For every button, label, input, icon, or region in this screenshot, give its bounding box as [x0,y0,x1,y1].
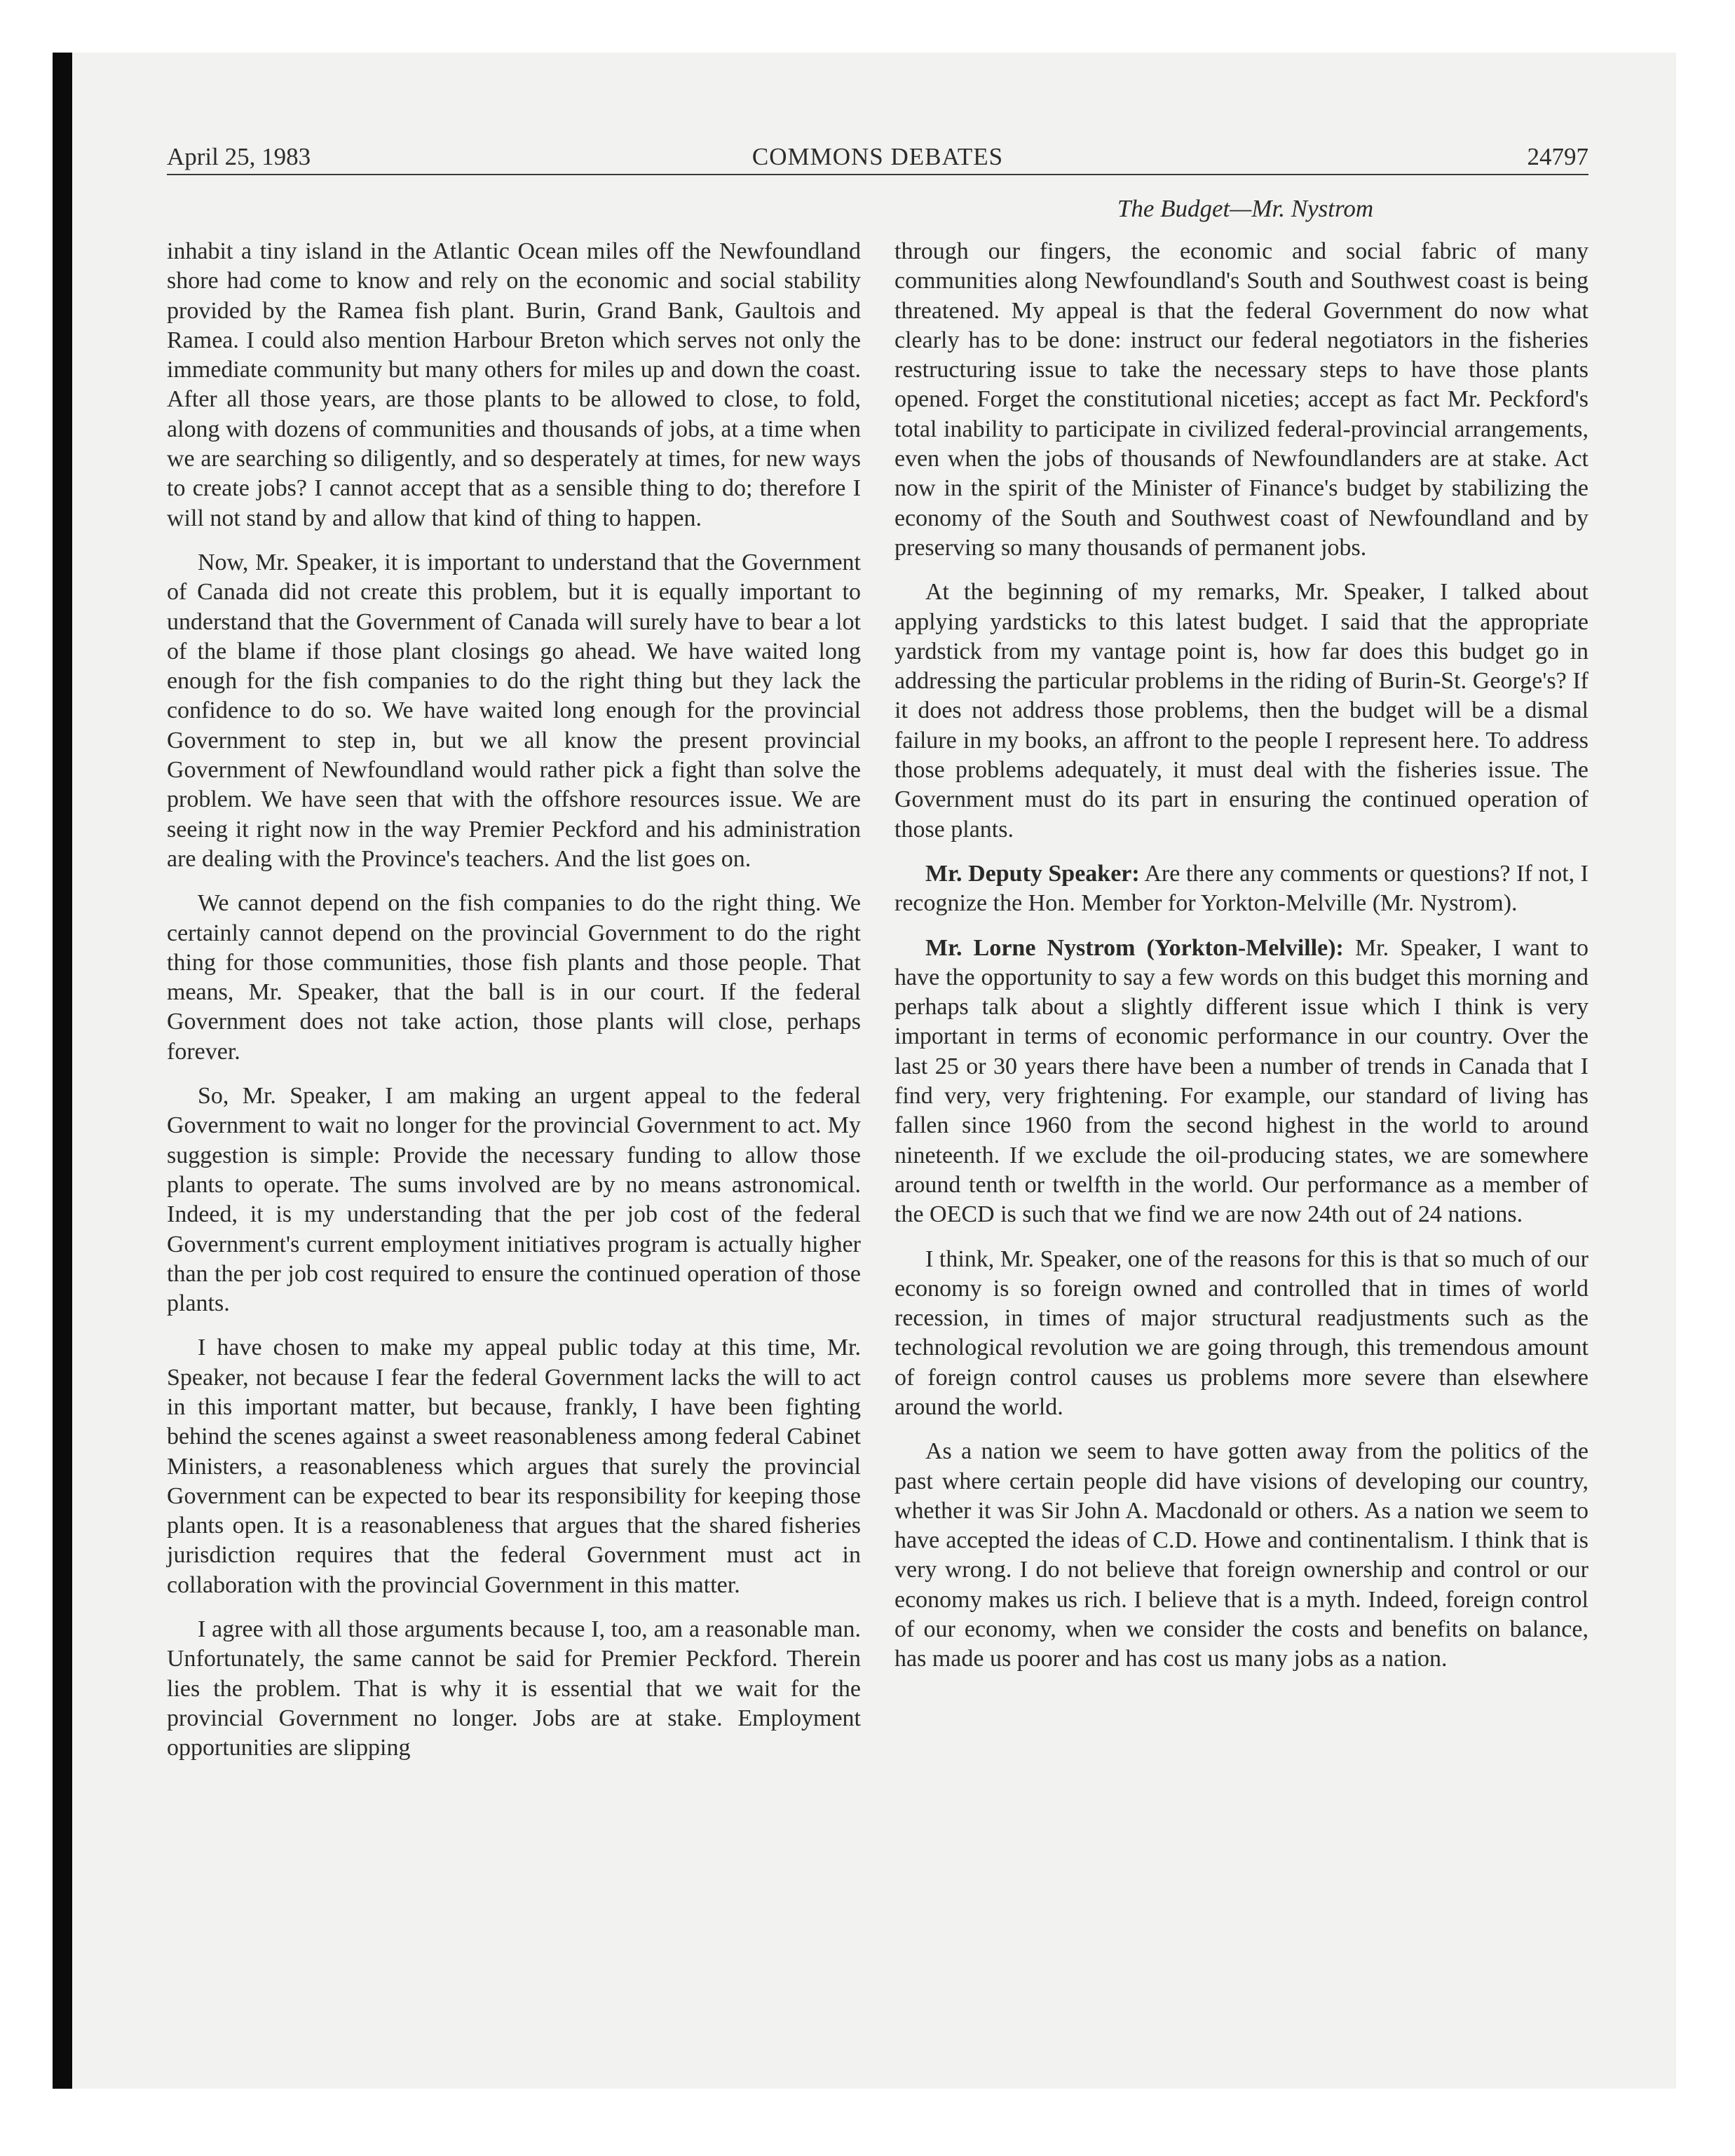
section-title: The Budget—Mr. Nystrom [1117,195,1374,222]
paragraph: As a nation we seem to have gotten away from the politics of the past where certain people did have visions of developing our country, whether it was Sir John A. Macdonald or others. As a nation we seem to have accepted the ideas of C.D. Howe and continentalism. I think that is very wrong. I do not believe that foreign ownership and control or our economy makes us rich. I believe that is a myth. Indeed, foreign control of our economy, when we consider the costs and benefits on balance, has made us poorer and has cost us many jobs as a nation. [894,1438,1588,1672]
paragraph: through our fingers, the economic and social fabric of many communities along Newfoundland's South and Southwest coast is being threatened. My appeal is that the federal Government do now what clearly has to be done: instruct our federal negotiators in the fisheries restructuring issue to take the necessary steps to have those plants opened. Forget the constitutional niceties; accept as fact Mr. Peckford's total inability to participate in civilized federal-provincial arrangements, even when the jobs of thousands of Newfoundlanders are at stake. Act now in the spirit of the Minister of Finance's budget by stabilizing the economy of the South and Southwest coast of Newfoundland and by preserving so many thousands of permanent jobs. [894,238,1588,561]
speaker-paragraph [894,859,1588,919]
left-column [167,237,861,1778]
paragraph: Now, Mr. Speaker, it is important to understand that the Government of Canada did not create this problem, but it is equally important to understand that the Government of Canada will surely have to bear a lot of the blame if those plant closings go ahead. We have waited long enough for the fish companies to do the right thing but they lack the confidence to do so. We have waited long enough for the provincial Government to step in, but we all know the present provincial Government of Newfoundland would rather pick a fight than solve the problem. We have seen that with the offshore resources issue. We are seeing it right now in the way Premier Peckford and his administration are dealing with the Province's teachers. And the list goes on. [167,549,861,872]
header-page-number: 24797 [1527,143,1588,170]
speech-text: Are there any comments or questions? If not, I recognize the Hon. Member for Yorkton-Melville (Mr. Nystrom). [894,860,1588,917]
header-publication: COMMONS DEBATES [751,143,1004,170]
speaker-name: Mr. Lorne Nystrom (Yorkton-Melville): [925,934,1344,961]
paragraph: I agree with all those arguments because I, too, am a reasonable man. Unfortunately, the same cannot be said for Premier Peckford. Therein lies the problem. That is why it is essential that we wait for the provincial Government no longer. Jobs are at stake. Employment opportunities are slipping [167,1616,861,1761]
paragraph: At the beginning of my remarks, Mr. Speaker, I talked about applying yardsticks to this latest budget. I said that the appropriate yardstick from my vantage point is, how far does this budget go in addressing the particular problems in the riding of Burin-St. George's? If it does not address those problems, then the budget will be a dismal failure in my books, an affront to the people I represent here. To address those problems adequately, it must deal with the fisheries issue. The Government must do its part in ensuring the continued operation of those plants. [894,579,1588,842]
speaker-name: Mr. Deputy Speaker: [925,860,1140,887]
right-column [894,237,1588,1689]
paragraph: I have chosen to make my appeal public today at this time, Mr. Speaker, not because I fear the federal Government lacks the will to act in this important matter, but because, frankly, I have been fighting behind the scenes against a sweet reasonableness among federal Cabinet Ministers, a reasonableness which argues that surely the provincial Government can be expected to bear its responsibility for keeping those plants open. It is a reasonableness that argues that the shared fisheries jurisdiction requires that the federal Government must act in collaboration with the provincial Government in this matter. [167,1335,861,1598]
running-head [167,140,1588,175]
paragraph: We cannot depend on the fish companies to do the right thing. We certainly cannot depend on the provincial Government to do the right thing for those communities, those fish plants and those people. That means, Mr. Speaker, that the ball is in our court. If the federal Government does not take action, those plants will close, perhaps forever. [167,890,861,1065]
paragraph: inhabit a tiny island in the Atlantic Ocean miles off the Newfoundland shore had come to know and rely on the economic and social stability provided by the Ramea fish plant. Burin, Grand Bank, Gaultois and Ramea. I could also mention Harbour Breton which serves not only the immediate community but many others for miles up and down the coast. After all those years, are those plants to be allowed to close, to fold, along with dozens of communities and thousands of jobs, at a time when we are searching so diligently, and so desperately at times, for new ways to create jobs? I cannot accept that as a sensible thing to do; therefore I will not stand by and allow that kind of thing to happen. [167,238,861,531]
paragraph: I think, Mr. Speaker, one of the reasons for this is that so much of our economy is so foreign owned and controlled that in times of world recession, in times of major structural readjustments such as the technological revolution we are going through, this tremendous amount of foreign control causes us problems more severe than elsewhere around the world. [894,1246,1588,1420]
paragraph: So, Mr. Speaker, I am making an urgent appeal to the federal Government to wait no longer for the provincial Government to act. My suggestion is simple: Provide the necessary funding to allow those plants to operate. The sums involved are by no means astronomical. Indeed, it is my understanding that the per job cost of the federal Government's current employment initiatives program is actually higher than the per job cost required to ensure the continued operation of those plants. [167,1083,861,1317]
speech-text: Mr. Speaker, I want to have the opportunity to say a few words on this budget this morning and perhaps talk about a slightly different issue which I think is very important in terms of economic performance in our country. Over the last 25 or 30 years there have been a number of trends in Canada that I find very, very frightening. For example, our standard of living has fallen since 1960 from the second highest in the world to around nineteenth. If we exclude the oil-producing states, we are somewhere around tenth or twelfth in the world. Our performance as a member of the OECD is such that we find we are now 24th out of 24 nations. [894,934,1588,1228]
scan-edge-bar [53,53,72,2089]
speaker-paragraph [894,934,1588,1230]
header-date: April 25, 1983 [167,143,311,170]
